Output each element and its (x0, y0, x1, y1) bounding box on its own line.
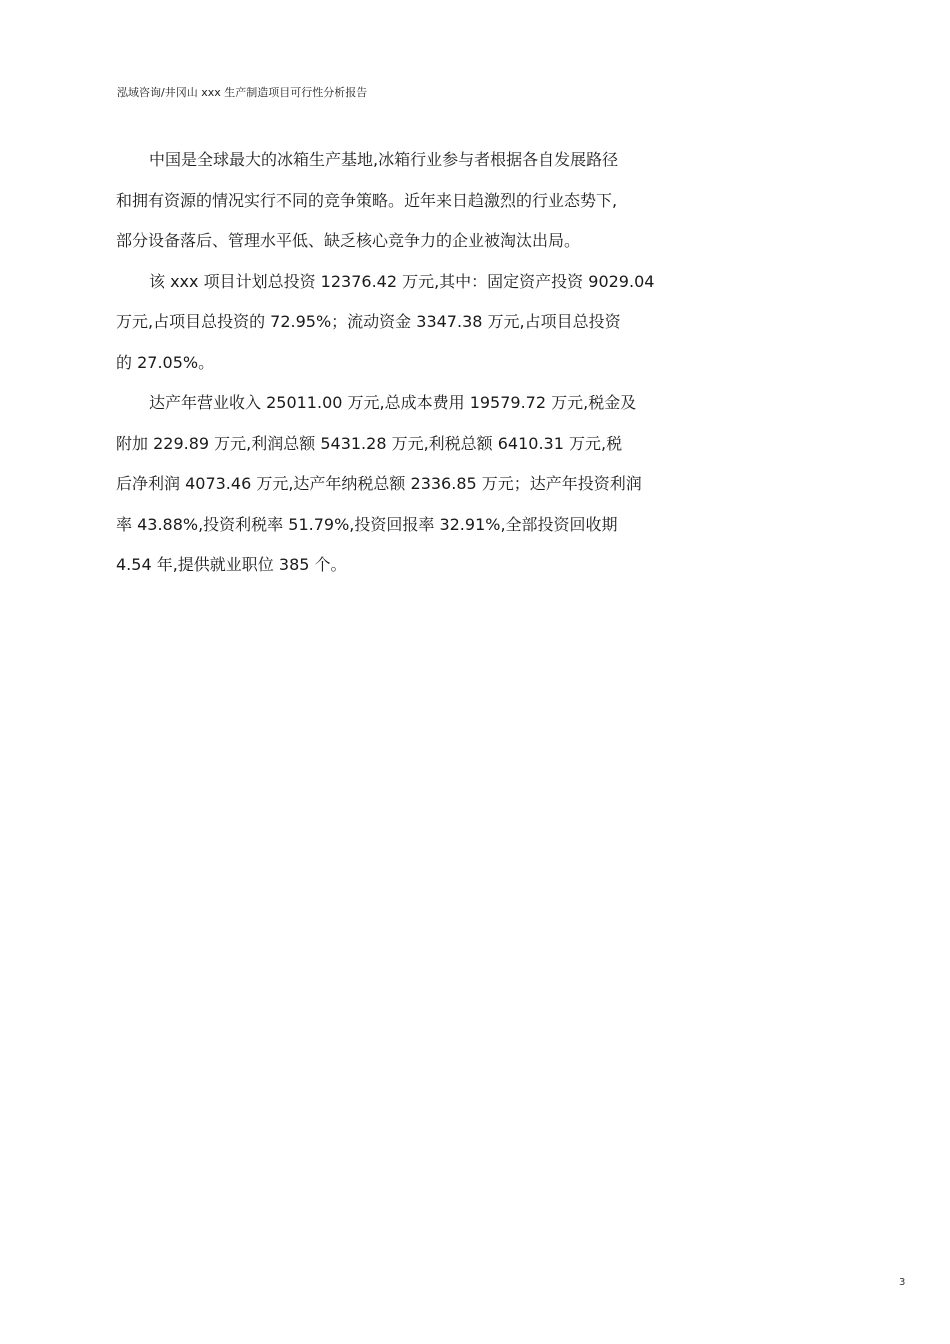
paragraph-line: 率 43.88%,投资利税率 51.79%,投资回报率 32.91%,全部投资回收期 (116, 514, 618, 534)
paragraph-line: 和拥有资源的情况实行不同的竞争策略。近年来日趋激烈的行业态势下, (116, 190, 618, 210)
paragraph-investment (116, 262, 716, 384)
paragraph-line: 达产年营业收入 25011.00 万元,总成本费用 19579.72 万元,税金及 (149, 393, 637, 412)
paragraph-line: 万元,占项目总投资的 72.95%；流动资金 3347.38 万元,占项目总投资 (116, 312, 621, 331)
paragraph-line: 后净利润 4073.46 万元,达产年纳税总额 2336.85 万元；达产年投资利润 (116, 474, 642, 493)
paragraph-financials (116, 383, 716, 586)
document-body (116, 140, 716, 586)
paragraph-line: 4.54 年,提供就业职位 385 个。 (116, 555, 347, 574)
paragraph-line: 该 xxx 项目计划总投资 12376.42 万元,其中：固定资产投资 9029.04 (149, 271, 655, 291)
paragraph-line: 附加 229.89 万元,利润总额 5431.28 万元,利税总额 6410.31 万元,税 (116, 433, 623, 453)
paragraph-line: 部分设备落后、管理水平低、缺乏核心竞争力的企业被淘汰出局。 (116, 231, 581, 250)
paragraph-industry-overview (116, 140, 716, 262)
page-number: 3 (899, 1277, 906, 1288)
paragraph-line: 的 27.05%。 (116, 352, 215, 372)
running-header: 泓域咨询/井冈山 xxx 生产制造项目可行性分析报告 (117, 86, 368, 99)
paragraph-line: 中国是全球最大的冰箱生产基地,冰箱行业参与者根据各自发展路径 (149, 150, 619, 169)
